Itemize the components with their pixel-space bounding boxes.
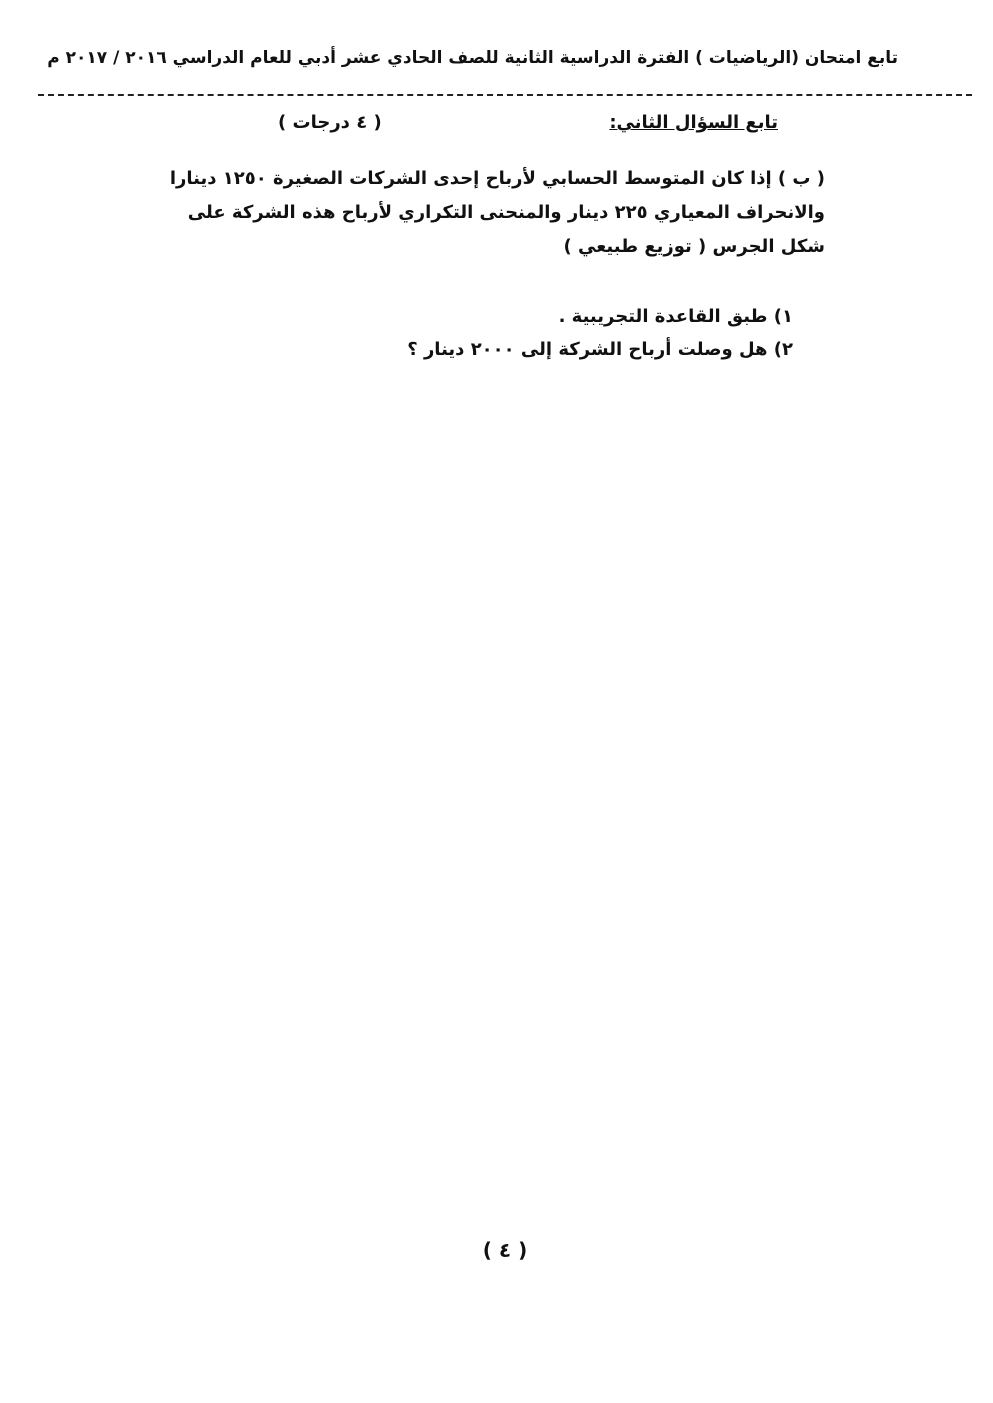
header-divider xyxy=(38,94,972,96)
question-marks: ( ٤ درجات ) xyxy=(278,112,382,133)
question-heading: تابع السؤال الثاني: xyxy=(609,112,778,133)
exam-header: تابع امتحان (الرياضيات ) الفترة الدراسية الثانية للصف الحادي عشر أدبي للعام الدراسي ٢٠١٦ / ٢٠١٧ م xyxy=(47,48,898,68)
sub-question-item: ٢) هل وصلت أرباح الشركة إلى ٢٠٠٠ دينار ؟ xyxy=(407,339,793,360)
page-number: ( ٤ ) xyxy=(482,1238,528,1262)
sub-question-item: ١) طبق القاعدة التجريبية . xyxy=(558,306,793,327)
question-body-line: شكل الجرس ( توزيع طبيعي ) xyxy=(563,236,825,257)
sub-question-list xyxy=(407,300,793,366)
question-body-line: ( ب ) إذا كان المتوسط الحسابي لأرباح إحدى الشركات الصغيرة ١٢٥٠ دينارا xyxy=(169,168,825,189)
question-body-line: والانحراف المعياري ٢٢٥ دينار والمنحنى التكراري لأرباح هذه الشركة على xyxy=(187,202,825,223)
question-body xyxy=(165,162,825,264)
